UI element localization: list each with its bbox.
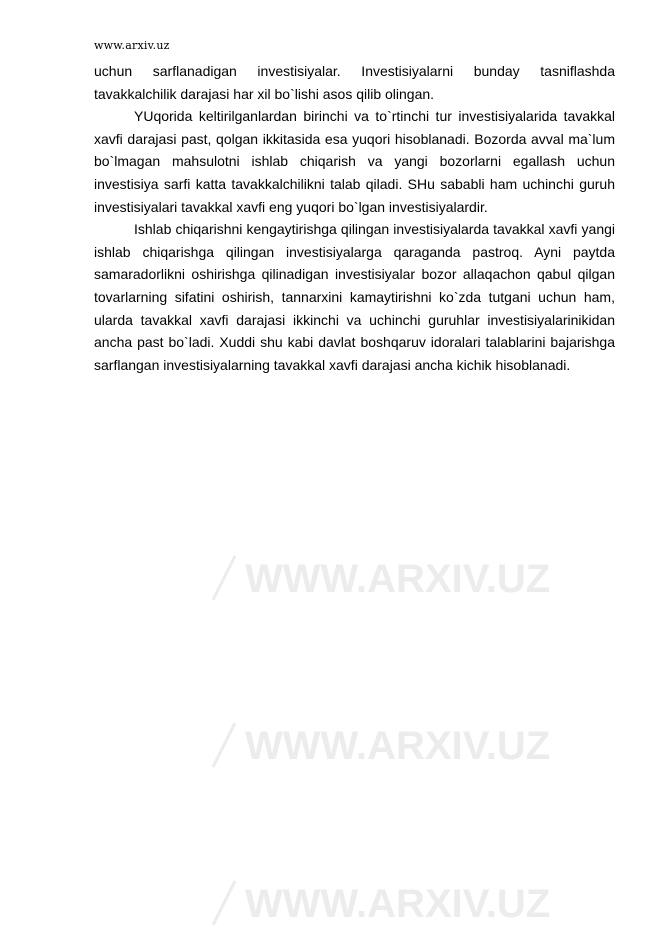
watermark-logo <box>205 548 585 608</box>
paragraph-3: Ishlab chiqarishni kengaytirishga qilingan investisiyalarda tavakkal xavfi yangi ishlab chiqarishga qilingan investisiyalarga qaraganda pastroq. Ayni paytda samaradorlikni oshirishga qilinadigan investisiyalar bozor allaqachon qabul qilgan tovarlarning sifatini oshirish, tannarxini kamaytirishni ko`zda tutgani uchun ham, ularda tavakkal xavfi darajasi ikkinchi va uchinchi guruhlar investisiyalarinikidan ancha past bo`ladi. Xuddi shu kabi davlat boshqaruv idoralari talablarini bajarishga sarflangan investisiyalarning tavakkal xavfi darajasi ancha kichik hisoblanadi. <box>94 221 615 373</box>
watermark-logo <box>205 715 585 775</box>
document-body <box>94 60 615 376</box>
paragraph-2: YUqorida keltirilganlardan birinchi va to`rtinchi tur investisiyalarida tavakkal xavfi darajasi past, qolgan ikkitasida esa yuqori hisoblanadi. Bozorda avval ma`lum bo`lmagan mahsulotni ishlab chiqarish va yangi bozorlarni egallash uchun investisiya sarfi katta tavakkalchilikni talab qiladi. SHu sababli ham uchinchi guruh investisiyalari tavakkal xavfi eng yuqori bo`lgan investisiyalardir. <box>94 108 615 215</box>
svg-text:WWW.ARXIV.UZ: WWW.ARXIV.UZ <box>245 882 551 926</box>
svg-text:WWW.ARXIV.UZ: WWW.ARXIV.UZ <box>245 557 551 601</box>
paragraph-1: uchun sarflanadigan investisiyalar. Investisiyalarni bunday tasniflashda tavakkalchilik darajasi har xil bo`lishi asos qilib olingan. <box>94 63 615 102</box>
page-header-url: www.arxiv.uz <box>94 39 170 52</box>
watermark-logo <box>205 873 585 933</box>
svg-text:WWW.ARXIV.UZ: WWW.ARXIV.UZ <box>245 724 551 768</box>
